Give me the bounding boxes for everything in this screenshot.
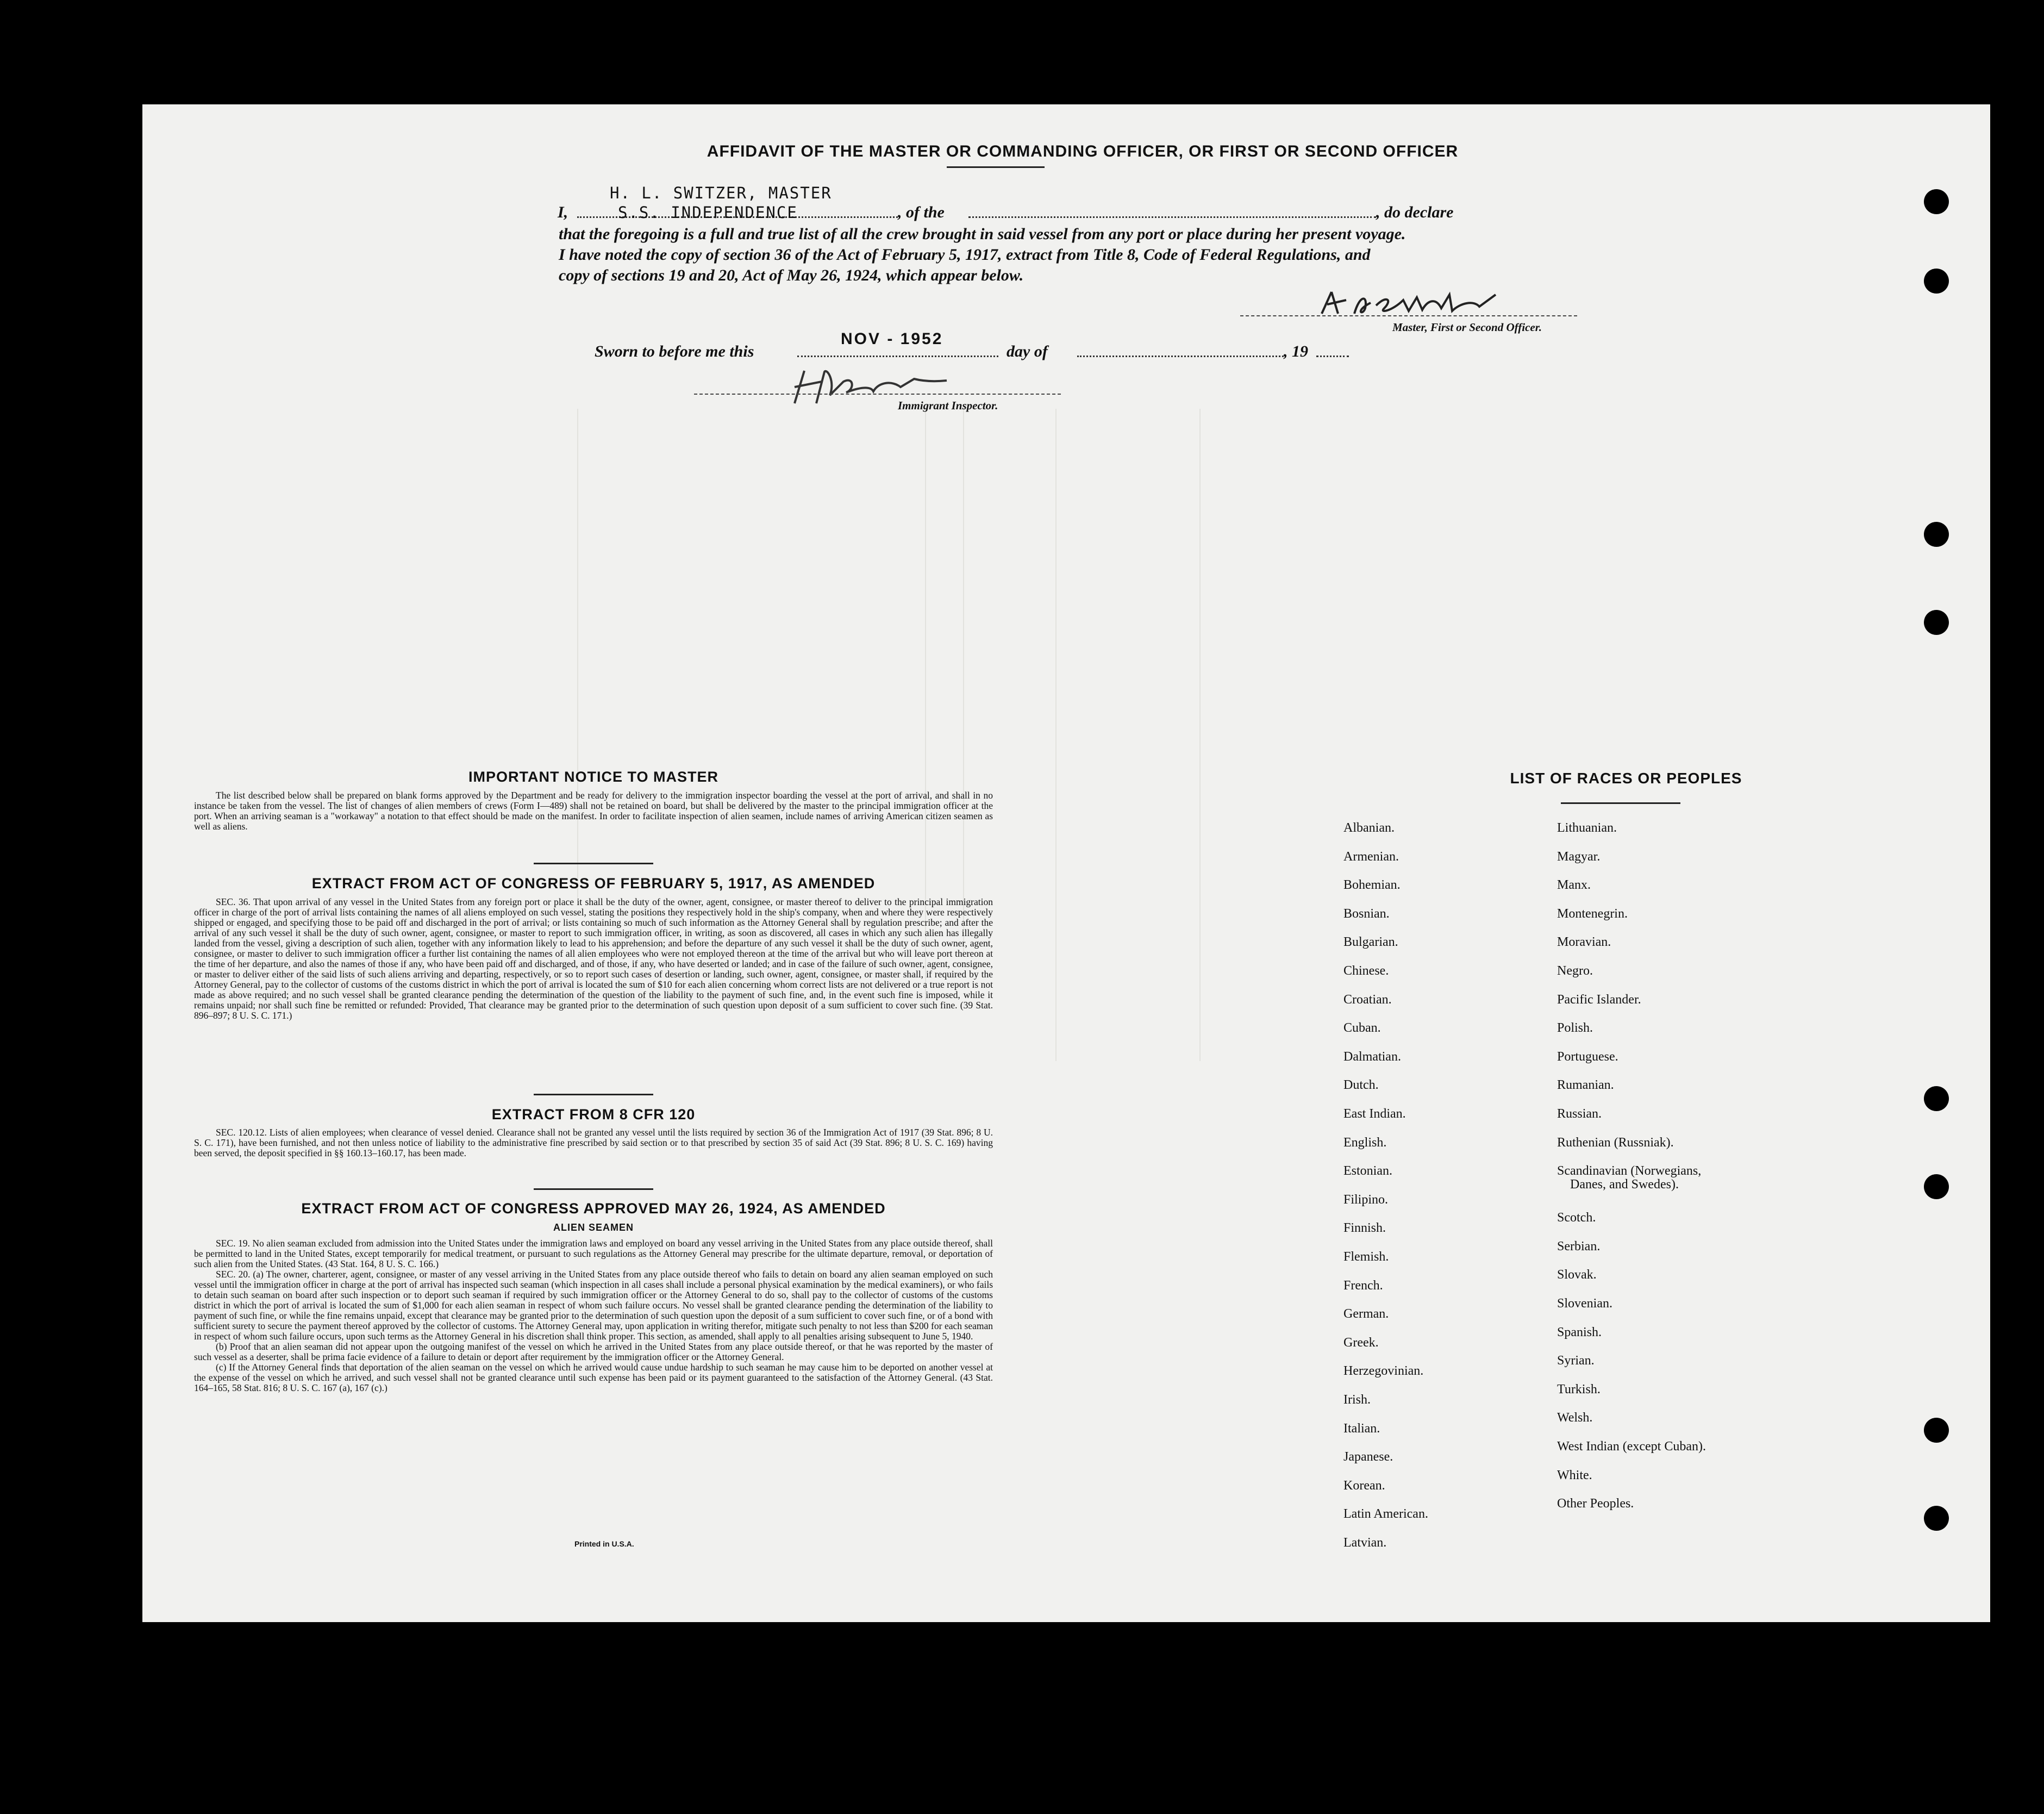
race-entry: Chinese. xyxy=(1343,964,1389,978)
binder-hole xyxy=(1924,610,1949,635)
day-field-line xyxy=(797,356,998,357)
divider xyxy=(1561,802,1680,804)
vessel-field-line xyxy=(968,216,1376,218)
race-entry: Danes, and Swedes). xyxy=(1570,1177,1679,1192)
bleed-through-line xyxy=(963,409,964,952)
section-20b-paragraph: (b) Proof that an alien seaman did not appear upon the outgoing manifest of the vessel on which he arrived in the United States from any place outside thereof, or that he was reported by the master of such vessel as a deserter, shall be prima facie evidence of a failure to detain or deport after requirement by the immigration officer or the Attorney General. xyxy=(194,1341,993,1362)
divider xyxy=(534,863,653,864)
race-entry: East Indian. xyxy=(1343,1107,1406,1121)
race-entry: Negro. xyxy=(1557,964,1593,978)
binder-hole xyxy=(1924,1174,1949,1199)
race-entry: Finnish. xyxy=(1343,1221,1386,1236)
binder-hole xyxy=(1924,522,1949,547)
inspector-caption: Immigrant Inspector. xyxy=(898,399,998,412)
do-declare-label: , do declare xyxy=(1376,203,1454,221)
race-entry: French. xyxy=(1343,1278,1383,1293)
divider xyxy=(534,1188,653,1190)
vessel-typed: S.S. INDEPENDENCE xyxy=(618,203,798,222)
race-entry: West Indian (except Cuban). xyxy=(1557,1439,1706,1454)
race-entry: Greek. xyxy=(1343,1335,1379,1350)
race-entry: Rumanian. xyxy=(1557,1078,1614,1093)
race-entry: Cuban. xyxy=(1343,1021,1381,1036)
cfr-paragraph: SEC. 120.12. Lists of alien employees; when clearance of vessel denied. Clearance shall not be granted any vessel until the lists required by section 36 of the Immigration Act of 1917 (39 Stat. 896; 8 U. S. C. 171), have been furnished, and not then unless notice of liability to the administrative fine prescribed by said section or to that prescribed by section 35 of said Act (39 Stat. 896; 8 U. S. C. 169) having been served, the deposit specified in §§ 160.13–160.17, has been made. xyxy=(194,1127,993,1158)
notice-title: IMPORTANT NOTICE TO MASTER xyxy=(468,769,718,785)
race-entry: Herzegovinian. xyxy=(1343,1364,1424,1379)
races-title: LIST OF RACES OR PEOPLES xyxy=(1510,770,1742,787)
section-19-paragraph: SEC. 19. No alien seaman excluded from admission into the United States under the immigration laws and employed on board any vessel arriving in the United States from any place outside thereof, shall be permitted to land in the United States, except temporarily for medical treatment, or pursuant to such regulations as the Attorney General may prescribe for the ultimate departure, removal, or deportation of such alien from the United States. (43 Stat. 164, 8 U. S. C. 166.) xyxy=(194,1238,993,1269)
cfr-text xyxy=(194,1127,993,1158)
extract-1924-title: EXTRACT FROM ACT OF CONGRESS APPROVED MAY 26, 1924, AS AMENDED xyxy=(301,1200,886,1217)
race-entry: Estonian. xyxy=(1343,1164,1392,1179)
race-entry: Bosnian. xyxy=(1343,906,1390,921)
day-of-label: day of xyxy=(1007,342,1048,360)
binder-hole xyxy=(1924,269,1949,294)
race-entry: Dalmatian. xyxy=(1343,1049,1401,1064)
race-entry: Serbian. xyxy=(1557,1239,1601,1254)
affidavit-title: AFFIDAVIT OF THE MASTER OR COMMANDING OFFICER, OR FIRST OR SECOND OFFICER xyxy=(707,142,1459,160)
sworn-label: Sworn to before me this xyxy=(595,342,754,360)
cfr-title: EXTRACT FROM 8 CFR 120 xyxy=(491,1106,696,1123)
section-20a-paragraph: SEC. 20. (a) The owner, charterer, agent, consignee, or master of any vessel arriving in the United States from any place outside thereof who fails to detain on board any alien seaman employed on such vessel until the immigration officer in charge at the port of arrival has inspected such seaman (which inspection in all cases shall include a personal physical examination by the medical examiners), or who fails to detain such seaman on board after such inspection or to deport such seaman if required by such immigration officer or the Attorney General to do so, shall pay to the collector of customs of the customs district in which the port of arrival is located the sum of $1,000 for each alien seaman in respect of whom such failure occurs. No vessel shall be granted clearance pending the determination of the liability to payment of such fine, or while the fine remains unpaid, except that clearance may be granted prior to the determination of such question upon the deposit of a sum sufficient to cover such fine, or of a bond with sufficient surety to secure the payment thereof approved by the collector of customs. The Attorney General may, upon application in writing therefor, mitigate such penalty to not less than $200 for each seaman in respect of whom such failure occurs, upon such terms as the Attorney General in his discretion shall think proper. This section, as amended, shall apply to all penalties arising subsequent to June 5, 1940. xyxy=(194,1269,993,1342)
race-entry: Scandinavian (Norwegians, xyxy=(1557,1164,1702,1179)
race-entry: Other Peoples. xyxy=(1557,1497,1634,1511)
signature-caption: Master, First or Second Officer. xyxy=(1392,321,1542,334)
alien-seamen-subtitle: ALIEN SEAMEN xyxy=(553,1222,634,1233)
race-entry: Ruthenian (Russniak). xyxy=(1557,1135,1674,1150)
master-signature-line xyxy=(1240,315,1577,316)
race-entry: Bulgarian. xyxy=(1343,935,1398,950)
race-entry: Dutch. xyxy=(1343,1078,1379,1093)
race-entry: Montenegrin. xyxy=(1557,906,1628,921)
affidavit-line-4: copy of sections 19 and 20, Act of May 26, 1924, which appear below. xyxy=(559,266,1024,284)
section-20c-paragraph: (c) If the Attorney General finds that deportation of the alien seaman on the vessel on which he arrived would cause undue hardship to such seaman he may cause him to be deported on another vessel at the expense of the vessel on which he arrived, and such vessel shall not be granted clearance until such expense has been paid or its payment guaranteed to the satisfaction of the Attorney General. (43 Stat. 164–165, 58 Stat. 816; 8 U. S. C. 167 (a), 167 (c).) xyxy=(194,1362,993,1393)
binder-hole xyxy=(1924,1506,1949,1531)
bleed-through-line xyxy=(1199,409,1201,1061)
race-entry: White. xyxy=(1557,1468,1592,1482)
race-entry: Russian. xyxy=(1557,1107,1602,1121)
affidavit-line-2: that the foregoing is a full and true list of all the crew brought in said vessel from any port or place during her present voyage. xyxy=(559,225,1406,243)
race-entry: Polish. xyxy=(1557,1021,1593,1036)
race-entry: Magyar. xyxy=(1557,849,1601,864)
binder-hole xyxy=(1924,1086,1949,1111)
race-entry: Pacific Islander. xyxy=(1557,992,1641,1007)
race-entry: Slovenian. xyxy=(1557,1296,1612,1311)
race-entry: German. xyxy=(1343,1307,1389,1321)
race-entry: Croatian. xyxy=(1343,992,1392,1007)
printed-in-usa: Printed in U.S.A. xyxy=(574,1539,634,1548)
binder-hole xyxy=(1924,189,1949,214)
race-entry: Slovak. xyxy=(1557,1268,1597,1282)
notice-paragraph: The list described below shall be prepared on blank forms approved by the Department and be ready for delivery to the immigration inspector boarding the vessel at the port of arrival, and shall in no instance be taken from the vessel. The list of changes of alien members of crews (Form I—489) shall not be retained on board, but shall be delivered by the master to the principal immigration officer at the port. When an arriving seaman is a "workaway" a notation to that effect should be made on the manifest. In order to facilitate inspection of alien seamen, include names of arriving American citizen seamen as well as aliens. xyxy=(194,790,993,832)
race-entry: Manx. xyxy=(1557,878,1591,893)
master-name-typed: H. L. SWITZER, MASTER xyxy=(610,184,832,202)
year-field-line xyxy=(1316,356,1349,357)
bleed-through-line xyxy=(1055,409,1057,1061)
document-page xyxy=(142,104,1990,1622)
race-entry: Syrian. xyxy=(1557,1354,1595,1368)
inspector-signature-line xyxy=(694,394,1061,395)
race-entry: Welsh. xyxy=(1557,1411,1593,1425)
notice-text xyxy=(194,790,993,832)
extract-1924-text xyxy=(194,1238,993,1393)
race-entry: Scotch. xyxy=(1557,1211,1596,1225)
race-entry: Armenian. xyxy=(1343,849,1399,864)
month-field-line xyxy=(1077,356,1284,357)
race-entry: Italian. xyxy=(1343,1421,1380,1436)
race-entry: Latvian. xyxy=(1343,1536,1387,1550)
race-entry: Spanish. xyxy=(1557,1325,1602,1339)
race-entry: Korean. xyxy=(1343,1478,1385,1493)
race-entry: Turkish. xyxy=(1557,1382,1601,1397)
divider xyxy=(534,1094,653,1095)
race-entry: English. xyxy=(1343,1135,1387,1150)
race-entry: Moravian. xyxy=(1557,935,1611,950)
extract-1917-paragraph: SEC. 36. That upon arrival of any vessel in the United States from any foreign port or place it shall be the duty of the owner, agent, consignee, or master thereof to deliver to the principal immigration officer in charge of the port of arrival lists containing the names of all aliens employed on such vessel, stating the positions they respectively hold in the ship's company, when and where they were respectively shipped or engaged, and specifying those to be paid off and discharged in the port of arrival; or lists containing so much of such information as the Attorney General shall by regulation prescribe; and after the arrival of any such vessel it shall be the duty of such owner, agent, consignee, or master to report to such immigration officer, in writing, as soon as discovered, all cases in which any such alien has illegally landed from the vessel, giving a description of such alien, together with any information likely to lead to his apprehension; and before the departure of any such vessel it shall be the duty of such owner, agent, consignee, or master to deliver to such immigration officer a further list containing the names of all alien employees who were not employed thereon at the time of the arrival but who will leave port thereon at the time of her departure, and also the names of those if any, who have been paid off and discharged, and of those, if any, who have deserted or landed; and in case of the failure of such owner, agent, consignee, or master to deliver either of the said lists of such aliens arriving and departing, respectively, or so to report such cases of desertion or landing, such owner, agent, consignee, or master shall, if required by the Attorney General, pay to the collector of customs of the customs district in which the port of arrival is located the sum of $10 for each alien concerning whom correct lists are not delivered or a true report is not made as above required; and no such vessel shall be granted clearance pending the determination of the question of the liability to the payment of such fine, and, in the event such fine is imposed, while it remains unpaid; nor shall such fine be remitted or refunded: Provided, That clearance may be granted prior to the determination of such question upon deposit of a sum sufficient to cover such fine. (39 Stat. 896–897; 8 U. S. C. 171.) xyxy=(194,896,993,1021)
race-entry: Bohemian. xyxy=(1343,878,1401,893)
i-label: I, xyxy=(558,203,568,221)
affidavit-line-3: I have noted the copy of section 36 of the Act of February 5, 1917, extract from Title 8, Code of Federal Regulations, and xyxy=(559,246,1371,264)
race-entry: Portuguese. xyxy=(1557,1049,1618,1064)
binder-hole xyxy=(1924,1418,1949,1443)
divider xyxy=(947,166,1045,168)
date-stamp: NOV - 1952 xyxy=(841,330,943,348)
extract-1917-title: EXTRACT FROM ACT OF CONGRESS OF FEBRUARY 5, 1917, AS AMENDED xyxy=(311,875,876,892)
race-entry: Filipino. xyxy=(1343,1192,1389,1207)
of-the-label: , of the xyxy=(898,203,945,221)
extract-1917-text xyxy=(194,897,993,1021)
race-entry: Latin American. xyxy=(1343,1507,1428,1522)
race-entry: Japanese. xyxy=(1343,1450,1393,1464)
race-entry: Irish. xyxy=(1343,1393,1371,1407)
year-prefix: , 19 xyxy=(1284,342,1308,360)
race-entry: Albanian. xyxy=(1343,821,1395,835)
race-entry: Lithuanian. xyxy=(1557,821,1617,835)
race-entry: Flemish. xyxy=(1343,1250,1389,1264)
